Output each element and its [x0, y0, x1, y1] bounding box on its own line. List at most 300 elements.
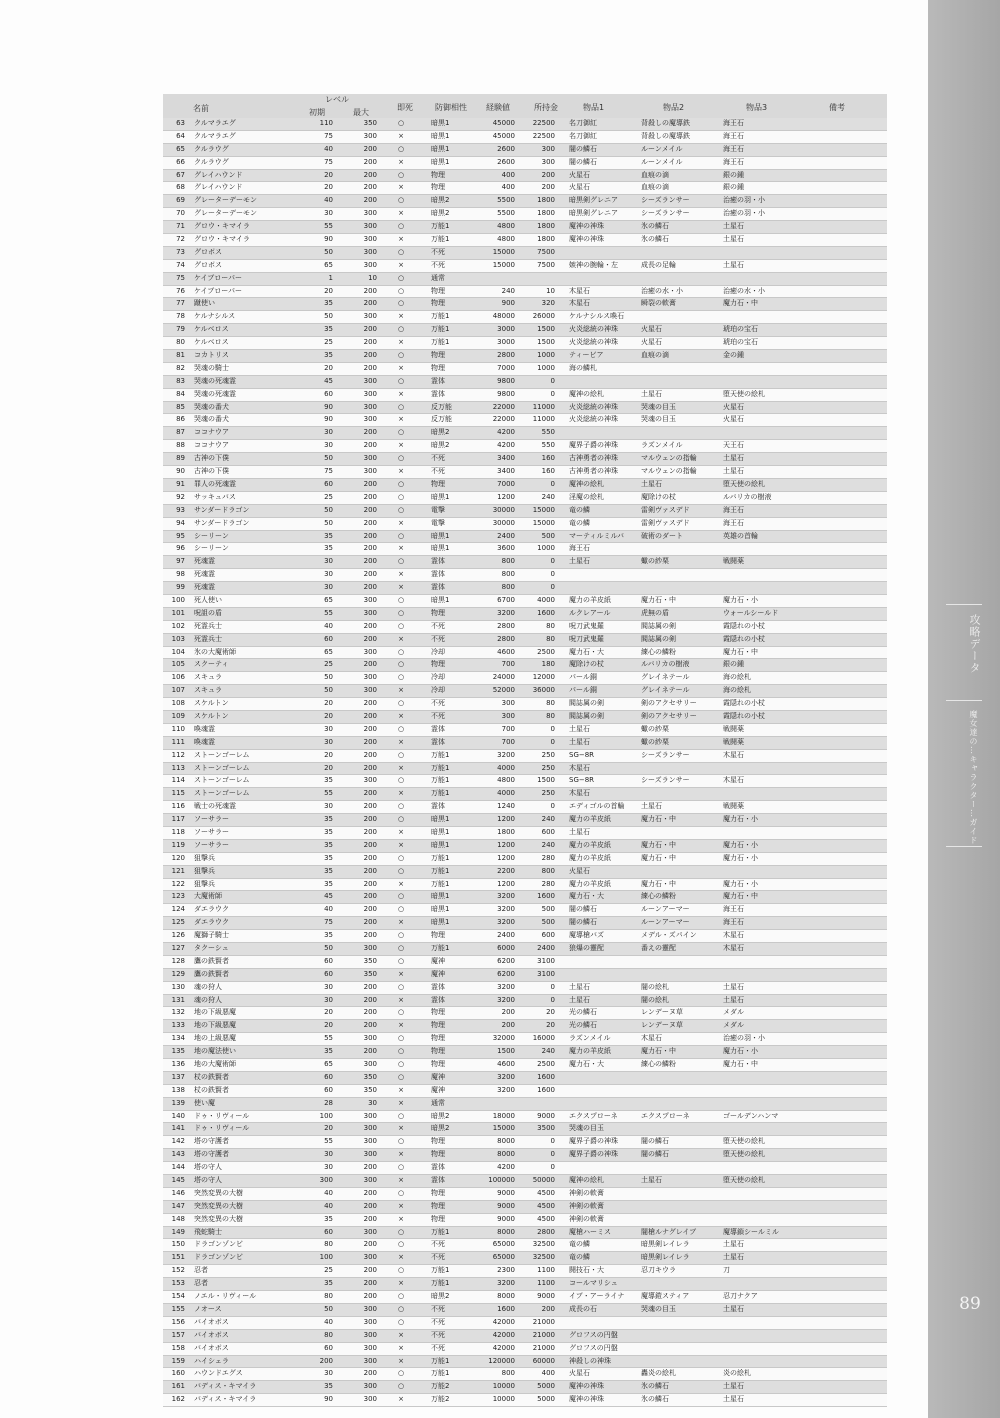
cell-level-max: 200: [363, 699, 377, 708]
cell-item2: [639, 1098, 723, 1110]
header-instant-death: 即死: [397, 103, 413, 112]
table-row: [163, 518, 887, 531]
cell-defense: 万能1: [431, 222, 450, 231]
cell-instant-death: ○: [397, 492, 405, 501]
cell-defense: 物理: [431, 183, 445, 192]
cell-level-initial: 50: [324, 505, 333, 514]
cell-name: グロボス: [194, 247, 222, 256]
cell-note: [807, 943, 887, 955]
cell-exp: 18000: [492, 1111, 515, 1120]
cell-no: 126: [171, 931, 185, 940]
cell-gold: 22500: [532, 119, 555, 127]
header-max: 最大: [353, 108, 369, 117]
cell-defense: 魔神: [431, 1072, 445, 1081]
cell-item2: [639, 1162, 723, 1174]
cell-item2: シーズランサー: [641, 750, 690, 759]
cell-no: 130: [171, 982, 185, 991]
cell-item3: [723, 763, 807, 775]
cell-instant-death: ○: [397, 724, 405, 733]
cell-item2: 魔力石・中: [641, 815, 676, 824]
cell-level-max: 200: [363, 1201, 377, 1210]
cell-note: [807, 350, 887, 362]
cell-item2: [639, 763, 723, 775]
cell-level-max: 200: [363, 1279, 377, 1288]
cell-instant-death: ○: [397, 299, 405, 308]
cell-item1: 閻誌属の剣: [569, 699, 604, 708]
cell-item2: 氷の鱗石: [641, 222, 669, 231]
cell-defense: 霊体: [431, 557, 445, 566]
cell-name: ストーンゴーレム: [194, 789, 250, 798]
cell-name: ケイブローパー: [194, 273, 242, 282]
cell-item1: 魔力の羊皮紙: [569, 595, 611, 604]
cell-item1: [555, 376, 639, 388]
cell-level-initial: 40: [324, 1317, 333, 1326]
cell-exp: 800: [501, 570, 515, 579]
cell-no: 107: [171, 686, 185, 695]
cell-gold: 240: [541, 492, 555, 501]
cell-note: [807, 917, 887, 929]
header-gold: 所持金: [534, 103, 558, 112]
cell-defense: 霊体: [431, 1176, 445, 1185]
cell-exp: 4800: [497, 776, 515, 785]
cell-exp: 52000: [492, 686, 515, 695]
cell-instant-death: ×: [398, 363, 404, 372]
cell-level-initial: 45: [324, 376, 333, 385]
cell-level-initial: 35: [324, 866, 333, 875]
table-row: [163, 492, 887, 505]
cell-gold: 600: [541, 931, 555, 940]
cell-note: [807, 1381, 887, 1393]
cell-level-initial: 40: [324, 905, 333, 914]
cell-name: 塔の守護者: [194, 1137, 229, 1146]
cell-no: 79: [176, 325, 185, 334]
cell-exp: 300: [501, 711, 515, 720]
cell-item2: グレイネテール: [641, 686, 690, 695]
cell-item2: 哭魂の目玉: [641, 1304, 676, 1313]
cell-gold: 0: [550, 389, 555, 398]
cell-note: [807, 1214, 887, 1226]
cell-item3: [723, 969, 807, 981]
cell-level-max: 300: [363, 376, 377, 385]
cell-instant-death: ○: [397, 1227, 405, 1236]
cell-item3: 火星石: [723, 415, 744, 424]
cell-level-initial: 35: [324, 325, 333, 334]
cell-item3: [723, 866, 807, 878]
cell-note: [807, 569, 887, 581]
cell-level-max: 300: [363, 673, 377, 682]
table-row: [163, 595, 887, 608]
table-row: [163, 647, 887, 660]
cell-item2: レンデーヌ草: [641, 1008, 683, 1017]
header-initial: 初期: [309, 108, 325, 117]
cell-name: 地の上級悪魔: [194, 1034, 236, 1043]
cell-gold: 180: [541, 660, 555, 669]
cell-item2: シーズランサー: [641, 196, 690, 205]
table-row: [163, 1059, 887, 1072]
cell-instant-death: ○: [397, 1111, 405, 1120]
cell-gold: 550: [541, 441, 555, 450]
cell-gold: 5000: [537, 1395, 555, 1404]
cell-item1: 魔力の羊皮紙: [569, 840, 611, 849]
cell-defense: 物理: [431, 479, 445, 488]
cell-gold: 10: [546, 286, 555, 295]
cell-no: 75: [176, 273, 185, 282]
cell-defense: 物理: [431, 1150, 445, 1159]
cell-item3: 海王石: [723, 131, 744, 140]
cell-defense: 暗黒1: [431, 144, 450, 153]
cell-item2: シーズランサー: [641, 209, 690, 218]
cell-gold: 250: [541, 789, 555, 798]
cell-defense: 霊体: [431, 376, 445, 385]
cell-item1: 火炎総統の神珠: [569, 402, 618, 411]
cell-instant-death: ×: [398, 1330, 404, 1339]
cell-note: [807, 427, 887, 439]
table-row: [163, 904, 887, 917]
cell-exp: 1600: [497, 1304, 515, 1313]
cell-gold: 9000: [537, 1111, 555, 1120]
cell-no: 136: [171, 1060, 185, 1069]
cell-no: 70: [176, 209, 185, 218]
cell-no: 78: [176, 312, 185, 321]
cell-item2: 閻誌属の剣: [641, 621, 676, 630]
cell-name: 杖の鉄賢者: [194, 1085, 229, 1094]
cell-gold: 0: [550, 802, 555, 811]
cell-defense: 不死: [431, 1253, 445, 1262]
cell-name: 罪人の死魂霊: [194, 479, 236, 488]
cell-no: 95: [176, 531, 185, 540]
cell-item3: 海王石: [723, 157, 744, 166]
cell-note: [807, 363, 887, 375]
cell-exp: 2800: [497, 634, 515, 643]
table-row: [163, 1046, 887, 1059]
cell-level-max: 200: [363, 892, 377, 901]
cell-level-max: 350: [363, 119, 377, 127]
cell-exp: 30000: [492, 518, 515, 527]
cell-level-max: 200: [363, 660, 377, 669]
cell-item2: 番えの靈配: [641, 944, 676, 952]
cell-item2: 魔力石・中: [641, 853, 676, 862]
cell-note: [807, 1085, 887, 1097]
table-row: [163, 685, 887, 698]
cell-instant-death: ×: [398, 441, 404, 450]
cell-gold: [515, 1098, 555, 1110]
cell-item1: [555, 247, 639, 259]
cell-gold: 1500: [537, 338, 555, 347]
cell-instant-death: ×: [398, 1201, 404, 1210]
cell-instant-death: ○: [397, 273, 405, 282]
cell-defense: 霊体: [431, 570, 445, 579]
cell-gold: 16000: [532, 1034, 555, 1043]
cell-level-max: 200: [363, 634, 377, 643]
cell-level-initial: 80: [324, 1240, 333, 1249]
cell-no: 114: [171, 776, 185, 785]
cell-level-max: 200: [363, 144, 377, 153]
cell-name: ドラゴンゾンビ: [194, 1253, 243, 1262]
cell-level-initial: 90: [324, 235, 333, 244]
cell-item1: 魔神の神珠: [569, 222, 604, 231]
cell-note: [807, 801, 887, 813]
cell-item1: 名刀御紅: [569, 119, 597, 127]
cell-level-max: 200: [363, 982, 377, 991]
cell-exp: 6200: [497, 969, 515, 978]
cell-item2: [639, 1123, 723, 1135]
cell-item1: 魔力石・大: [569, 647, 604, 656]
cell-level-max: 200: [363, 763, 377, 772]
cell-defense: 暗黒1: [431, 892, 450, 901]
cell-level-initial: 50: [324, 686, 333, 695]
cell-no: 117: [171, 815, 185, 824]
cell-note: [807, 389, 887, 401]
header-note: 備考: [829, 103, 845, 112]
cell-level-initial: 20: [324, 286, 333, 295]
cell-instant-death: ×: [398, 1214, 404, 1223]
cell-exp: 4000: [497, 789, 515, 798]
cell-name: 魂の狩人: [194, 995, 222, 1004]
cell-instant-death: ○: [397, 376, 405, 385]
cell-item2: [639, 1072, 723, 1084]
cell-instant-death: ×: [398, 1279, 404, 1288]
cell-item3: [723, 1085, 807, 1097]
cell-name: 呪詛の盾: [194, 608, 222, 617]
cell-defense: 不死: [431, 1343, 445, 1352]
cell-instant-death: ○: [397, 608, 405, 617]
cell-name: 蹴使い: [194, 299, 215, 308]
cell-level-max: 200: [363, 196, 377, 205]
cell-item1: 木星石: [569, 789, 590, 798]
cell-item2: [639, 956, 723, 968]
cell-instant-death: ○: [397, 647, 405, 656]
cell-no: 149: [171, 1227, 185, 1236]
cell-exp: 4800: [497, 222, 515, 231]
cell-item3: 土星石: [723, 1395, 744, 1404]
cell-name: 哭魂の騎士: [194, 363, 229, 372]
cell-item2: 哭魂の目玉: [641, 415, 676, 424]
table-row: [163, 505, 887, 518]
cell-gold: 0: [550, 1163, 555, 1172]
monster-table: [163, 94, 887, 1407]
cell-item3: 火星石: [723, 402, 744, 411]
cell-name: 塔の守人: [194, 1163, 222, 1172]
cell-item2: 土星石: [641, 389, 662, 398]
cell-item3: 堕天使の絵札: [723, 1176, 765, 1185]
cell-item2: 剣のアクセサリー: [641, 699, 697, 708]
cell-level-initial: 1: [328, 273, 333, 282]
cell-item1: 火炎総統の神珠: [569, 338, 618, 347]
cell-no: 76: [176, 286, 185, 295]
cell-item3: 炎の絵札: [723, 1369, 751, 1378]
cell-item2: 練心の鱗粉: [641, 892, 676, 901]
cell-item1: 魔導槍バズ: [569, 931, 604, 940]
cell-item2: 土星石: [641, 1176, 662, 1185]
cell-item3: [723, 1201, 807, 1213]
cell-defense: 暗黒1: [431, 492, 450, 501]
cell-level-max: 300: [363, 595, 377, 604]
cell-item2: [639, 1343, 723, 1355]
cell-level-initial: 30: [324, 583, 333, 592]
cell-instant-death: ○: [397, 699, 405, 708]
cell-defense: 暗黒1: [431, 595, 450, 604]
cell-gold: 21000: [532, 1343, 555, 1352]
cell-instant-death: ○: [397, 119, 405, 127]
cell-note: [807, 647, 887, 659]
cell-defense: 万能1: [431, 1369, 450, 1378]
cell-item3: 治癒の水・小: [723, 286, 765, 295]
cell-item1: 光の鱗石: [569, 1021, 597, 1030]
cell-item1: 光の鱗石: [569, 1008, 597, 1017]
cell-name: 死人使い: [194, 595, 222, 604]
cell-name: 杖の鉄賢者: [194, 1072, 229, 1081]
cell-no: 102: [171, 621, 185, 630]
cell-exp: 5500: [497, 196, 515, 205]
cell-level-max: 200: [363, 570, 377, 579]
table-row: [163, 247, 887, 260]
cell-no: 74: [176, 260, 185, 269]
cell-item3: 木星石: [723, 931, 744, 940]
cell-no: 138: [171, 1085, 185, 1094]
cell-exp: 3400: [497, 454, 515, 463]
cell-exp: 8000: [497, 1292, 515, 1301]
cell-name: 氷の大魔術師: [194, 647, 236, 656]
cell-note: [807, 763, 887, 775]
cell-item2: 魔力石・中: [641, 1047, 676, 1056]
cell-item1: マーティルミルバ: [569, 531, 624, 540]
cell-item2: 背殺しの魔導鉄: [641, 131, 690, 140]
cell-name: ストーンゴーレム: [194, 776, 250, 785]
cell-level-initial: 30: [324, 1163, 333, 1172]
table-row: [163, 131, 887, 144]
cell-item2: 闇の絵札: [641, 982, 669, 991]
cell-level-initial: 75: [324, 918, 333, 927]
cell-note: [807, 904, 887, 916]
cell-exp: 8000: [497, 1227, 515, 1236]
cell-exp: 3200: [497, 608, 515, 617]
table-row: [163, 1394, 887, 1407]
cell-item3: 堕天使の絵札: [723, 479, 765, 488]
cell-name: スクーティ: [194, 660, 229, 669]
cell-item1: ティービア: [569, 351, 604, 360]
cell-name: 死霊兵士: [194, 634, 222, 643]
cell-item3: ウォールシールド: [723, 608, 779, 617]
cell-gold: 160: [541, 467, 555, 476]
cell-note: [807, 324, 887, 336]
cell-item3: 魔力石・中: [723, 892, 758, 901]
cell-exp: 3200: [497, 1085, 515, 1094]
cell-exp: 2200: [497, 866, 515, 875]
cell-item1: 呪刀武鬼羅: [569, 621, 604, 630]
cell-level-initial: 30: [324, 802, 333, 811]
cell-note: [807, 621, 887, 633]
cell-name: 地の下級悪魔: [194, 1021, 236, 1030]
cell-level-initial: 60: [324, 969, 333, 978]
cell-gold: 26000: [532, 312, 555, 321]
cell-level-initial: 100: [319, 1111, 333, 1120]
cell-exp: 65000: [492, 1253, 515, 1262]
cell-gold: 280: [541, 879, 555, 888]
cell-exp: 45000: [492, 131, 515, 140]
cell-no: 159: [171, 1356, 185, 1365]
cell-item3: [723, 1162, 807, 1174]
table-row: [163, 298, 887, 311]
cell-note: [807, 1007, 887, 1019]
cell-item1: 竜の鱗: [569, 518, 590, 527]
cell-gold: 300: [541, 144, 555, 153]
header-defense: 防御相性: [435, 103, 467, 112]
cell-item1: 魔神の神珠: [569, 235, 604, 244]
cell-gold: 0: [550, 1150, 555, 1159]
cell-instant-death: ○: [397, 1188, 405, 1197]
cell-instant-death: ○: [397, 956, 405, 965]
header-exp: 経験値: [486, 103, 510, 112]
cell-item2: [639, 827, 723, 839]
cell-item1: [555, 273, 639, 285]
cell-instant-death: ×: [398, 763, 404, 772]
cell-level-initial: 60: [324, 1072, 333, 1081]
cell-item1: 木星石: [569, 299, 590, 308]
cell-item3: 土星石: [723, 467, 744, 476]
cell-note: [807, 402, 887, 414]
cell-defense: 万能2: [431, 1382, 450, 1391]
cell-no: 103: [171, 634, 185, 643]
cell-item3: 魔導鎖シールミル: [723, 1227, 779, 1236]
cell-level-initial: 90: [324, 402, 333, 411]
cell-item1: 火星石: [569, 170, 590, 179]
table-row: [163, 775, 887, 788]
cell-defense: 不死: [431, 699, 445, 708]
cell-no: 96: [176, 544, 185, 553]
cell-instant-death: ×: [398, 995, 404, 1004]
table-row: [163, 853, 887, 866]
cell-defense: 魔神: [431, 956, 445, 965]
cell-item1: 魔力石・大: [569, 892, 604, 901]
cell-exp: 42000: [492, 1330, 515, 1339]
cell-note: [807, 995, 887, 1007]
cell-item1: イブ・アーライナ: [569, 1292, 625, 1301]
cell-name: ダエラウク: [194, 905, 229, 914]
cell-defense: 不死: [431, 1304, 445, 1313]
cell-item3: メダル: [723, 1021, 744, 1030]
cell-name: 飛蛇騎士: [194, 1227, 222, 1236]
cell-level-max: 200: [363, 802, 377, 811]
cell-instant-death: ×: [398, 518, 404, 527]
cell-item2: レンデーヌ草: [641, 1021, 683, 1030]
cell-item3: 土星石: [723, 1240, 744, 1249]
cell-exp: 1200: [497, 853, 515, 862]
table-row: [163, 427, 887, 440]
cell-gold: 80: [546, 621, 555, 630]
cell-level-max: 200: [363, 789, 377, 798]
cell-gold: 2800: [537, 1227, 555, 1236]
cell-no: 91: [176, 479, 185, 488]
cell-item1: 火星石: [569, 866, 590, 875]
cell-item1: [555, 427, 639, 439]
cell-level-max: 300: [363, 312, 377, 321]
cell-gold: 50000: [532, 1176, 555, 1185]
cell-item2: 火星石: [641, 325, 662, 334]
table-row: [163, 1123, 887, 1136]
cell-item2: 木星石: [641, 1034, 662, 1043]
cell-exp: 4200: [497, 1163, 515, 1172]
cell-item1: [555, 956, 639, 968]
cell-defense: 物理: [431, 660, 445, 669]
table-row: [163, 1201, 887, 1214]
cell-defense: 電撃: [431, 518, 445, 527]
cell-instant-death: ○: [397, 222, 405, 231]
cell-exp: 4200: [497, 441, 515, 450]
cell-level-max: 300: [363, 1137, 377, 1146]
cell-name: 哭魂の死魂霊: [194, 376, 236, 385]
cell-no: 152: [171, 1266, 185, 1275]
cell-name: バイオボス: [194, 1343, 229, 1352]
